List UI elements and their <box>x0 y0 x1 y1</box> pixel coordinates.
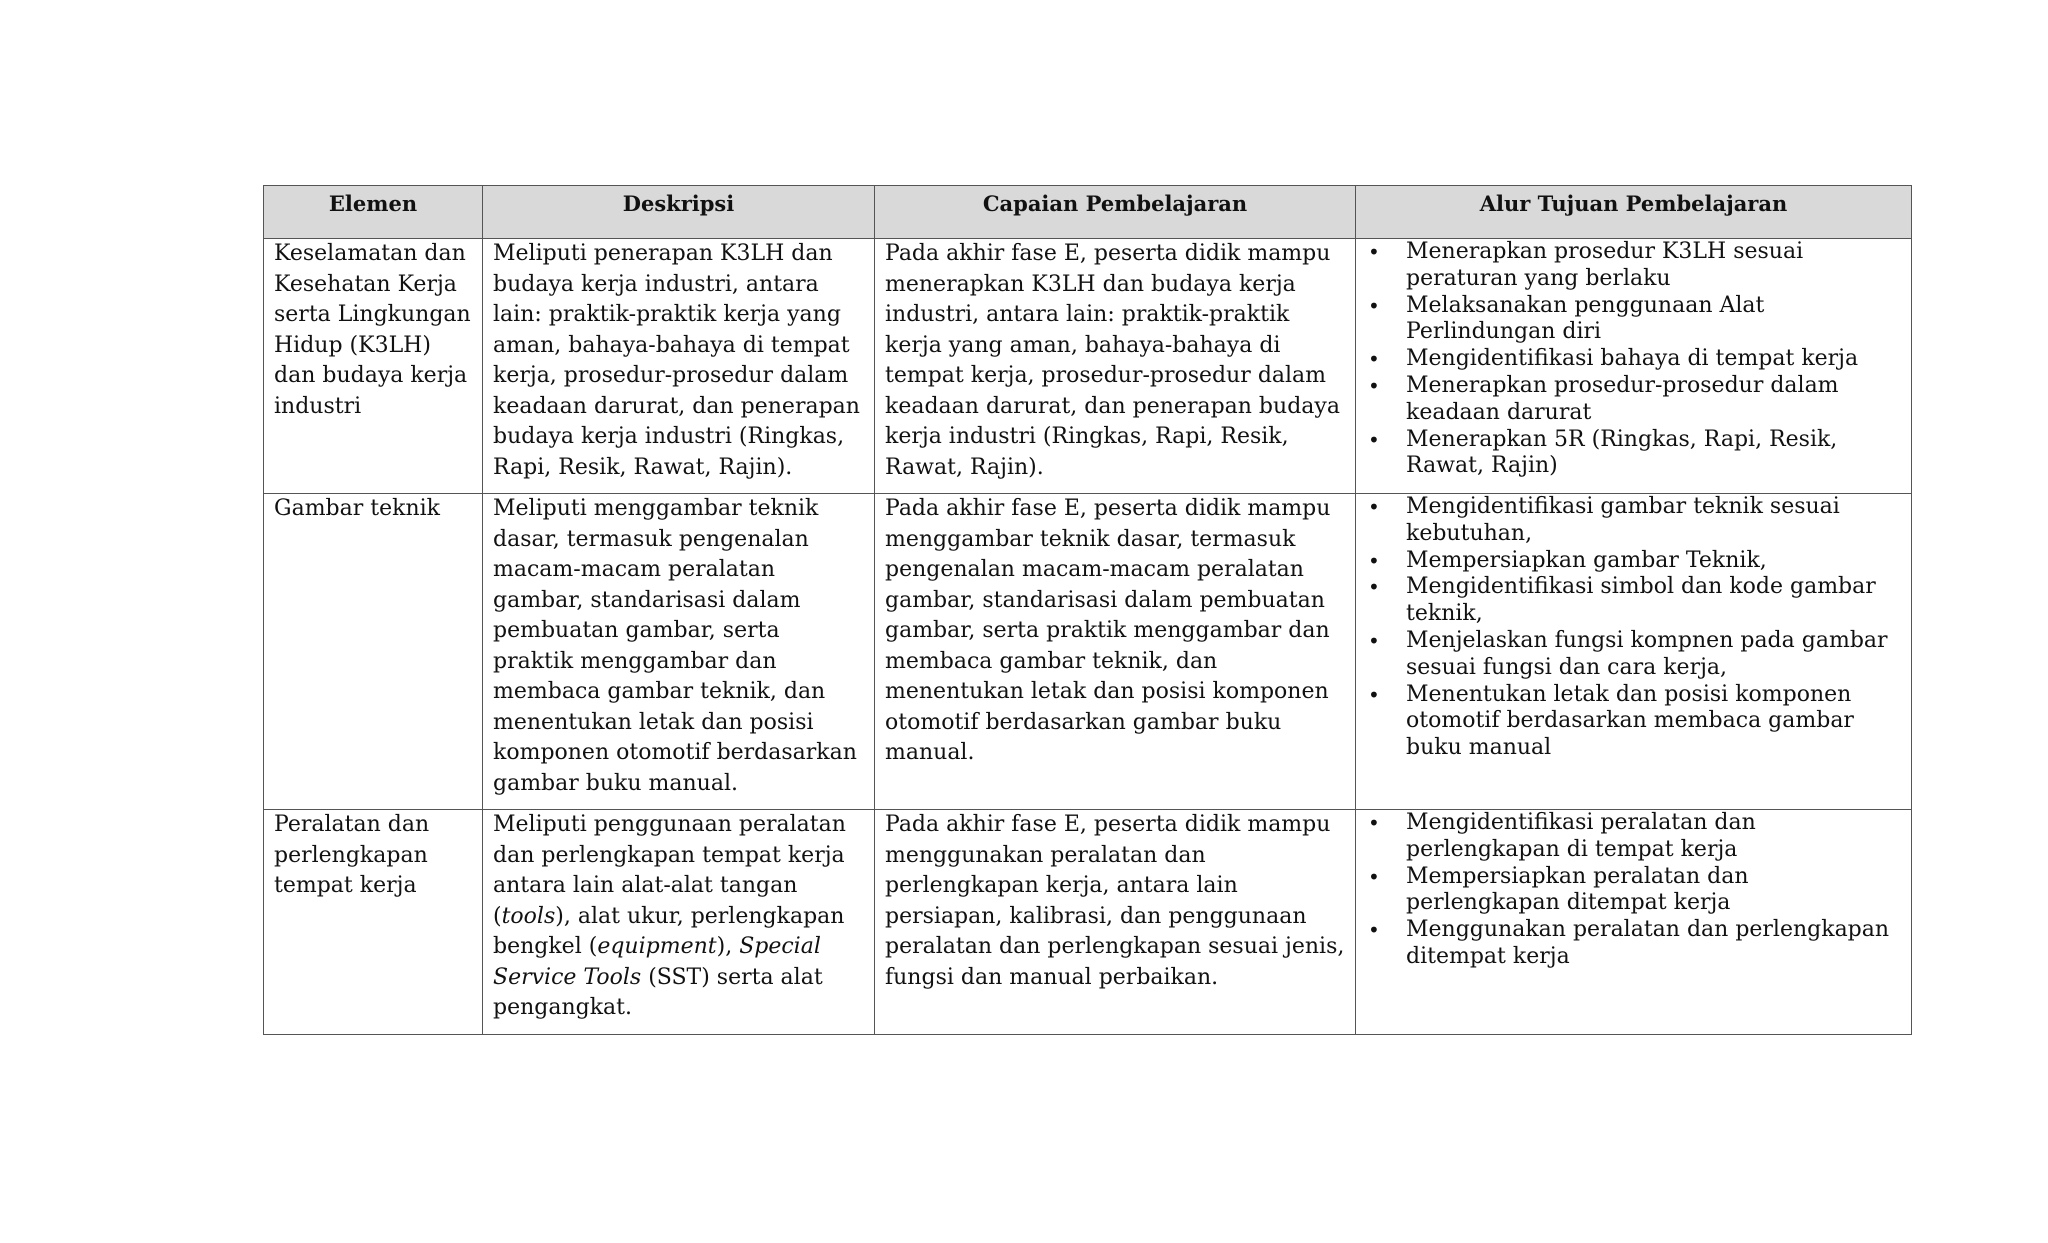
deskripsi-text: ), <box>716 934 740 959</box>
deskripsi-italic-term: equipment <box>597 934 717 959</box>
deskripsi-italic-term: tools <box>501 903 556 929</box>
deskripsi-italic-term: Special Service Tools <box>493 934 821 990</box>
objective-item: • Menerapkan 5R (Ringkas, Rapi, Resik, Rawat, Rajin) <box>1366 427 1903 481</box>
objective-item: • Mengidentifikasi peralatan dan perlengkapan di tempat kerja <box>1366 810 1903 864</box>
header-elemen: Elemen <box>264 186 483 239</box>
objective-item: • Menerapkan prosedur K3LH sesuai peraturan yang berlaku <box>1366 239 1903 293</box>
cell-elemen: Keselamatan dan Kesehatan Kerja serta Lingkungan Hidup (K3LH) dan budaya kerja industri <box>264 239 483 494</box>
deskripsi-text: (SST) serta alat pengangkat. <box>493 964 823 1020</box>
cell-elemen: Gambar teknik <box>264 494 483 810</box>
cell-alur-tujuan <box>1356 239 1912 494</box>
objective-item: • Melaksanakan penggunaan Alat Perlindungan diri <box>1366 293 1903 347</box>
objective-item: • Mengidentifikasi bahaya di tempat kerja <box>1366 346 1903 373</box>
deskripsi-text: ), alat ukur, perlengkapan bengkel ( <box>493 903 845 959</box>
deskripsi-text: Meliputi penggunaan peralatan dan perlengkapan tempat kerja antara lain alat-alat tangan ( <box>493 812 846 929</box>
table-header-row <box>264 186 1912 239</box>
header-capaian-pembelajaran: Capaian Pembelajaran <box>875 186 1356 239</box>
header-deskripsi: Deskripsi <box>483 186 875 239</box>
cell-alur-tujuan <box>1356 494 1912 810</box>
cell-deskripsi <box>483 810 875 1035</box>
objective-item: • Menentukan letak dan posisi komponen otomotif berdasarkan membaca gambar buku manual <box>1366 682 1903 762</box>
cell-capaian: Pada akhir fase E, peserta didik mampu menerapkan K3LH dan budaya kerja industri, antara lain: praktik-praktik kerja yang aman, bahaya-bahaya di tempat kerja, prosedur-prosedur dalam keadaan darurat, dan penerapan budaya kerja industri (Ringkas, Rapi, Resik, Rawat, Rajin). <box>875 239 1356 494</box>
objective-item: • Mengidentifikasi simbol dan kode gambar teknik, <box>1366 574 1903 628</box>
objective-item: • Menjelaskan fungsi kompnen pada gambar sesuai fungsi dan cara kerja, <box>1366 628 1903 682</box>
cell-deskripsi: Meliputi penerapan K3LH dan budaya kerja industri, antara lain: praktik-praktik kerja yang aman, bahaya-bahaya di tempat kerja, prosedur-prosedur dalam keadaan darurat, dan penerapan budaya kerja industri (Ringkas, Rapi, Resik, Rawat, Rajin). <box>483 239 875 494</box>
objective-list <box>1366 239 1903 480</box>
objective-item: • Mempersiapkan peralatan dan perlengkapan ditempat kerja <box>1366 864 1903 918</box>
objective-item: • Menggunakan peralatan dan perlengkapan ditempat kerja <box>1366 917 1903 971</box>
cell-deskripsi: Meliputi menggambar teknik dasar, termasuk pengenalan macam-macam peralatan gambar, standarisasi dalam pembuatan gambar, serta praktik menggambar dan membaca gambar teknik, dan menentukan letak dan posisi komponen otomotif berdasarkan gambar buku manual. <box>483 494 875 810</box>
header-alur-tujuan-pembelajaran: Alur Tujuan Pembelajaran <box>1356 186 1912 239</box>
objective-item: • Mengidentifikasi gambar teknik sesuai kebutuhan, <box>1366 494 1903 548</box>
cell-alur-tujuan <box>1356 810 1912 1035</box>
table-row <box>264 810 1912 1035</box>
cell-capaian: Pada akhir fase E, peserta didik mampu menggambar teknik dasar, termasuk pengenalan macam-macam peralatan gambar, standarisasi dalam pembuatan gambar, serta praktik menggambar dan membaca gambar teknik, dan menentukan letak dan posisi komponen otomotif berdasarkan gambar buku manual. <box>875 494 1356 810</box>
objective-list <box>1366 494 1903 762</box>
objective-item: • Menerapkan prosedur-prosedur dalam keadaan darurat <box>1366 373 1903 427</box>
objective-list <box>1366 810 1903 971</box>
objective-item: • Mempersiapkan gambar Teknik, <box>1366 548 1903 575</box>
table-row <box>264 239 1912 494</box>
curriculum-table <box>263 185 1912 1035</box>
table-row <box>264 494 1912 810</box>
cell-elemen: Peralatan dan perlengkapan tempat kerja <box>264 810 483 1035</box>
cell-capaian: Pada akhir fase E, peserta didik mampu menggunakan peralatan dan perlengkapan kerja, antara lain persiapan, kalibrasi, dan penggunaan peralatan dan perlengkapan sesuai jenis, fungsi dan manual perbaikan. <box>875 810 1356 1035</box>
